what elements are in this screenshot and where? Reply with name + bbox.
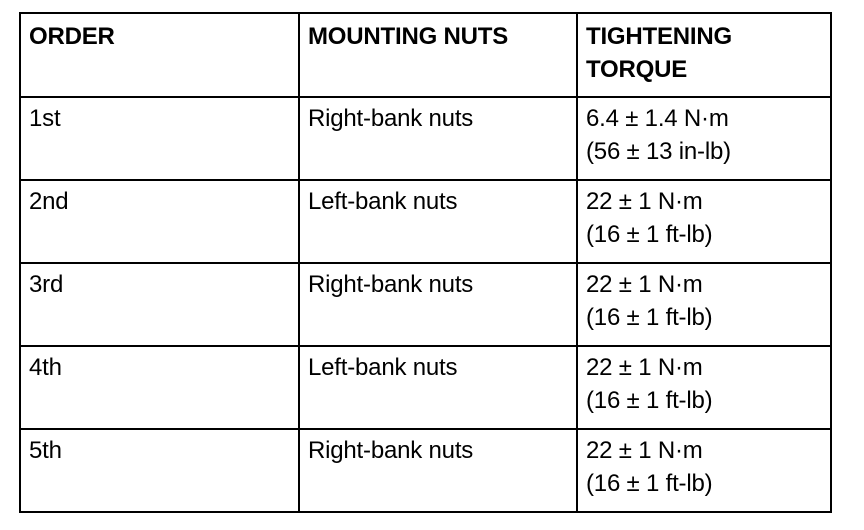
torque-cell [577,263,831,346]
table-row [20,97,831,180]
torque-metric: 22 ± 1 N·m [586,188,703,215]
order-cell: 1st [20,97,299,180]
header-order: ORDER [20,13,299,97]
table-row [20,180,831,263]
order-cell: 3rd [20,263,299,346]
mounting-nuts-cell: Right-bank nuts [299,429,577,512]
table-row [20,429,831,512]
torque-metric: 22 ± 1 N·m [586,437,703,464]
torque-cell [577,180,831,263]
header-torque-line-2: TORQUE [586,56,688,83]
order-cell: 2nd [20,180,299,263]
table-row [20,263,831,346]
order-cell: 4th [20,346,299,429]
mounting-nuts-cell: Right-bank nuts [299,97,577,180]
mounting-nuts-cell: Right-bank nuts [299,263,577,346]
torque-cell [577,97,831,180]
torque-cell [577,429,831,512]
torque-metric: 22 ± 1 N·m [586,354,703,381]
table-row [20,346,831,429]
torque-imperial: (56 ± 13 in-lb) [586,138,731,165]
header-tightening-torque [577,13,831,97]
torque-imperial: (16 ± 1 ft-lb) [586,387,713,414]
torque-specification-table [19,12,832,513]
mounting-nuts-cell: Left-bank nuts [299,346,577,429]
mounting-nuts-cell: Left-bank nuts [299,180,577,263]
torque-metric: 22 ± 1 N·m [586,271,703,298]
order-cell: 5th [20,429,299,512]
torque-imperial: (16 ± 1 ft-lb) [586,221,713,248]
torque-cell [577,346,831,429]
torque-metric: 6.4 ± 1.4 N·m [586,105,729,132]
torque-imperial: (16 ± 1 ft-lb) [586,304,713,331]
header-torque-line-1: TIGHTENING [586,23,732,50]
torque-imperial: (16 ± 1 ft-lb) [586,470,713,497]
header-mounting-nuts: MOUNTING NUTS [299,13,577,97]
header-row [20,13,831,97]
